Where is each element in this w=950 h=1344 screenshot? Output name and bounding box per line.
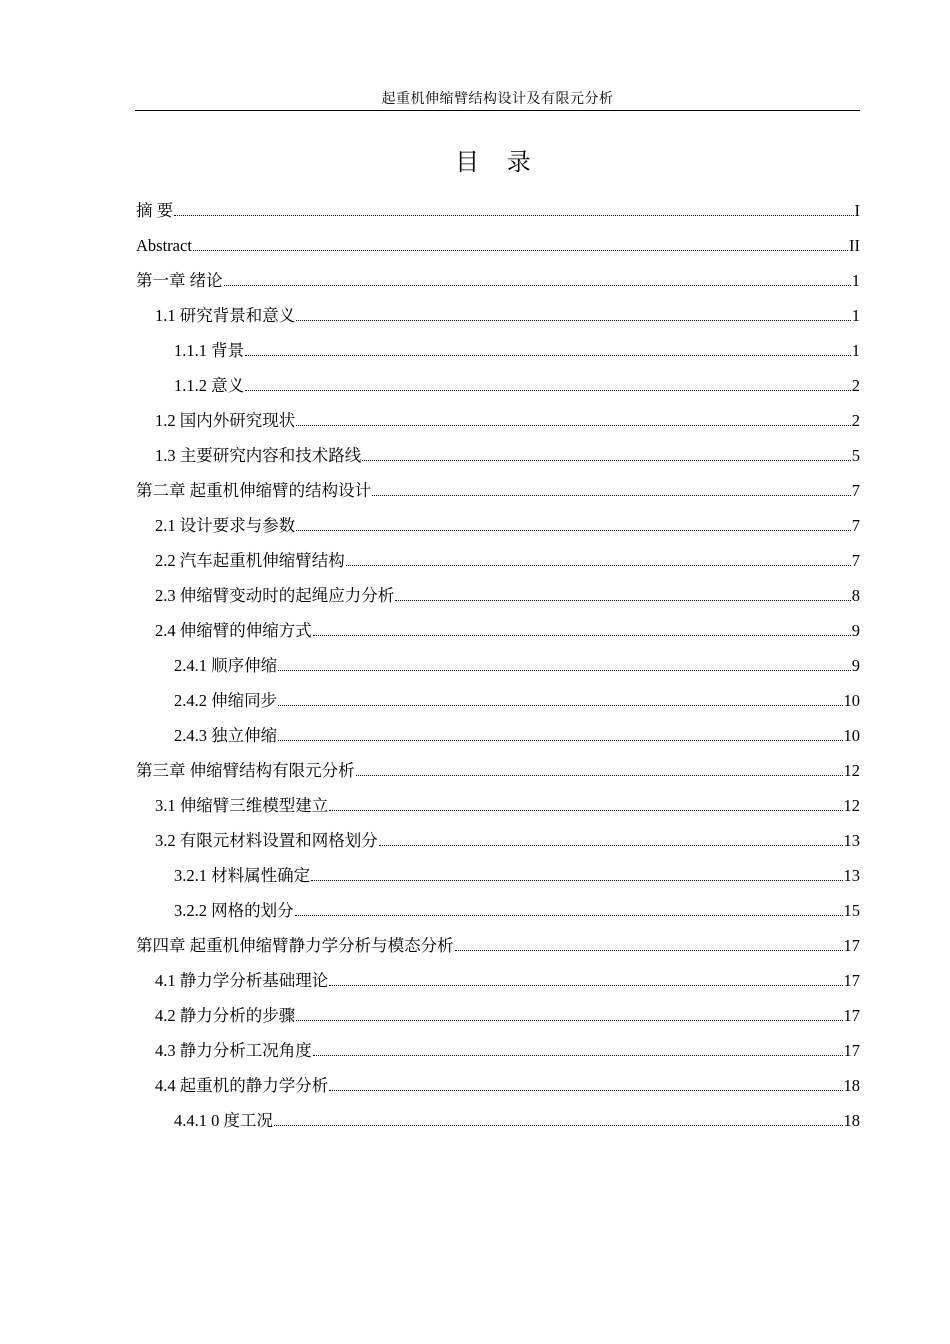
toc-entry-page-number: 12 [843,796,860,815]
toc-entry-label: 第三章 伸缩臂结构有限元分析 [136,761,355,780]
toc-entry-page-number: 17 [843,971,860,990]
toc-entry[interactable] [136,861,860,896]
toc-entry[interactable] [136,1036,860,1071]
toc-dot-leader [329,985,842,986]
toc-entry-label: 2.3 伸缩臂变动时的起绳应力分析 [155,586,395,605]
toc-entry-label: 2.2 汽车起重机伸缩臂结构 [155,551,345,570]
toc-dot-leader [296,1020,842,1021]
toc-entry-label: Abstract [136,236,192,255]
toc-entry[interactable] [136,476,860,511]
toc-entry[interactable] [136,441,860,476]
toc-dot-leader [174,215,853,216]
toc-entry-page-number: 18 [843,1111,860,1130]
toc-entry[interactable] [136,231,860,266]
toc-dot-leader [295,915,843,916]
toc-entry[interactable] [136,651,860,686]
toc-entry-page-number: 1 [851,306,860,325]
toc-dot-leader [278,740,842,741]
toc-entry-page-number: 18 [843,1076,860,1095]
toc-entry[interactable] [136,791,860,826]
toc-entry[interactable] [136,371,860,406]
toc-entry[interactable] [136,196,860,231]
toc-dot-leader [224,285,851,286]
toc-entry-page-number: 7 [851,551,860,570]
toc-dot-leader [245,390,851,391]
toc-entry[interactable] [136,1001,860,1036]
toc-entry-page-number: 9 [851,656,860,675]
toc-dot-leader [311,880,842,881]
toc-entry[interactable] [136,966,860,1001]
toc-entry-label: 3.1 伸缩臂三维模型建立 [155,796,329,815]
toc-dot-leader [329,1090,842,1091]
toc-entry-page-number: 2 [851,411,860,430]
toc-entry-label: 3.2.2 网格的划分 [174,901,294,920]
toc-entry-label: 第一章 绪论 [136,271,223,290]
toc-entry-label: 1.2 国内外研究现状 [155,411,296,430]
toc-entry[interactable] [136,616,860,651]
toc-entry-label: 4.4 起重机的静力学分析 [155,1076,329,1095]
toc-dot-leader [296,425,851,426]
toc-entry[interactable] [136,756,860,791]
toc-entry-label: 1.3 主要研究内容和技术路线 [155,446,362,465]
toc-dot-leader [372,495,851,496]
toc-entry-page-number: I [854,201,860,220]
toc-entry-page-number: 15 [843,901,860,920]
toc-entry-page-number: 13 [843,866,860,885]
toc-entry[interactable] [136,686,860,721]
toc-entry-page-number: 8 [851,586,860,605]
toc-entry-page-number: II [849,236,860,255]
toc-entry-label: 摘 要 [136,201,174,220]
toc-entry[interactable] [136,336,860,371]
toc-entry-label: 2.4 伸缩臂的伸缩方式 [155,621,312,640]
toc-dot-leader [296,320,851,321]
toc-dot-leader [356,775,843,776]
toc-entry-page-number: 9 [851,621,860,640]
toc-entry-page-number: 10 [843,726,860,745]
toc-entry[interactable] [136,896,860,931]
toc-entry-page-number: 17 [843,1006,860,1025]
toc-dot-leader [245,355,851,356]
toc-dot-leader [379,845,843,846]
toc-entry[interactable] [136,406,860,441]
toc-entry-page-number: 10 [843,691,860,710]
toc-dot-leader [346,565,851,566]
toc-entry[interactable] [136,1106,860,1141]
running-header [135,90,860,111]
toc-entry[interactable] [136,826,860,861]
toc-entry-label: 第四章 起重机伸缩臂静力学分析与模态分析 [136,936,454,955]
toc-entry-label: 4.4.1 0 度工况 [174,1111,273,1130]
toc-entry[interactable] [136,301,860,336]
toc-entry-page-number: 7 [851,481,860,500]
toc-entry-page-number: 1 [851,341,860,360]
toc-entry-page-number: 5 [851,446,860,465]
table-of-contents [136,196,860,1141]
toc-entry-page-number: 2 [851,376,860,395]
toc-dot-leader [193,250,848,251]
toc-entry[interactable] [136,581,860,616]
toc-entry-label: 2.4.1 顺序伸缩 [174,656,278,675]
toc-entry-label: 1.1 研究背景和意义 [155,306,296,325]
toc-entry-page-number: 13 [843,831,860,850]
toc-entry[interactable] [136,266,860,301]
toc-entry-label: 1.1.1 背景 [174,341,245,360]
toc-entry-label: 3.2.1 材料属性确定 [174,866,311,885]
toc-dot-leader [296,530,851,531]
toc-entry-label: 4.1 静力学分析基础理论 [155,971,329,990]
toc-entry-label: 2.4.3 独立伸缩 [174,726,278,745]
toc-entry[interactable] [136,511,860,546]
toc-dot-leader [313,1055,843,1056]
toc-entry[interactable] [136,721,860,756]
toc-entry-page-number: 17 [843,936,860,955]
toc-entry[interactable] [136,1071,860,1106]
toc-entry-label: 4.3 静力分析工况角度 [155,1041,312,1060]
toc-title: 目 录 [455,148,541,176]
toc-entry-label: 4.2 静力分析的步骤 [155,1006,296,1025]
toc-entry-page-number: 17 [843,1041,860,1060]
toc-dot-leader [395,600,851,601]
toc-entry[interactable] [136,931,860,966]
toc-entry-label: 2.1 设计要求与参数 [155,516,296,535]
toc-entry-page-number: 12 [843,761,860,780]
toc-dot-leader [278,670,851,671]
toc-entry-page-number: 1 [851,271,860,290]
toc-entry[interactable] [136,546,860,581]
toc-entry-label: 1.1.2 意义 [174,376,245,395]
toc-dot-leader [329,810,842,811]
running-title: 起重机伸缩臂结构设计及有限元分析 [381,92,614,107]
toc-entry-label: 3.2 有限元材料设置和网格划分 [155,831,378,850]
toc-dot-leader [278,705,842,706]
toc-entry-label: 2.4.2 伸缩同步 [174,691,278,710]
toc-entry-label: 第二章 起重机伸缩臂的结构设计 [136,481,372,500]
toc-dot-leader [313,635,851,636]
toc-dot-leader [362,460,851,461]
toc-dot-leader [274,1125,843,1126]
toc-entry-page-number: 7 [851,516,860,535]
toc-dot-leader [455,950,843,951]
